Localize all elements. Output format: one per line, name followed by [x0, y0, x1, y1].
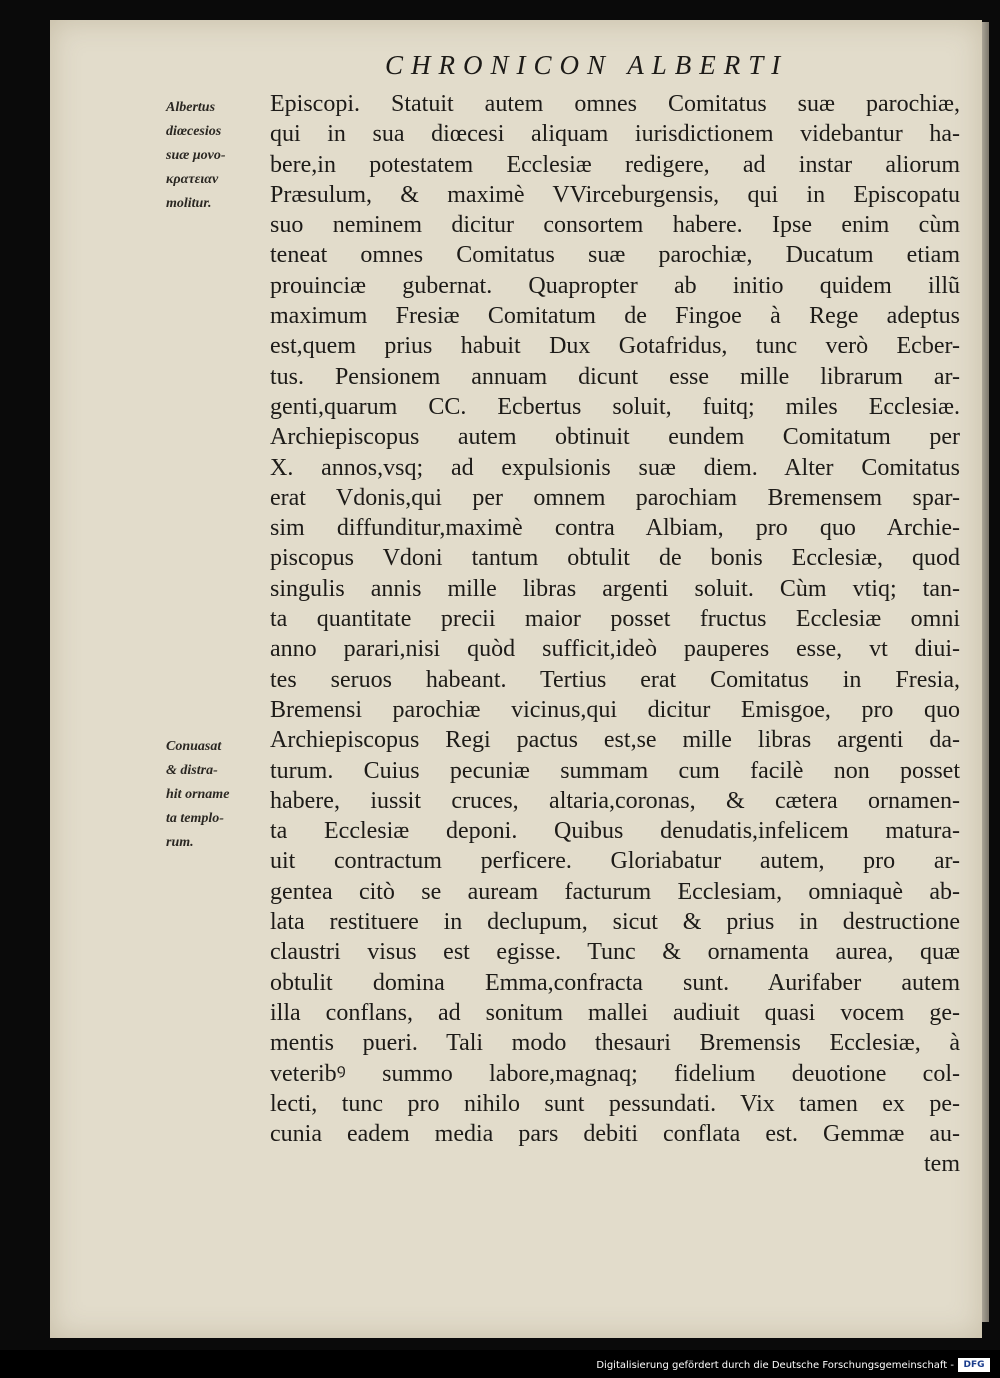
- text-line: obtulit domina Emma,confracta sunt. Aurifaber autem: [270, 969, 960, 996]
- text-line: erat Vdonis,qui per omnem parochiam Bremensem spar-: [270, 484, 960, 511]
- margin-note-line: rum.: [166, 835, 194, 850]
- text-line: est,quem prius habuit Dux Gotafridus, tunc verò Ecber-: [270, 333, 960, 360]
- margin-note-line: Conuasat: [166, 739, 222, 754]
- dfg-logo: DFG: [958, 1358, 990, 1372]
- text-line: Bremensi parochiæ vicinus,qui dicitur Emisgoe, pro quo: [270, 696, 960, 723]
- text-line: X. annos,vsq; ad expulsionis suæ diem. Alter Comitatus: [270, 454, 960, 481]
- margin-note-1: [166, 96, 278, 216]
- running-title: CHRONICON ALBERTI: [385, 50, 789, 80]
- text-line: teneat omnes Comitatus suæ parochiæ, Ducatum etiam: [270, 242, 960, 269]
- text-line: Archiepiscopus autem obtinuit eundem Comitatum per: [270, 424, 960, 451]
- text-line: turum. Cuius pecuniæ summam cum facilè non posset: [270, 757, 960, 784]
- text-line: sim diffunditur,maximè contra Albiam, pro quo Archie-: [270, 515, 960, 542]
- margin-note-line: Albertus: [166, 100, 216, 115]
- text-line: Archiepiscopus Regi pactus est,se mille libras argenti da-: [270, 727, 960, 754]
- text-line: bere,in potestatem Ecclesiæ redigere, ad instar aliorum: [270, 151, 960, 178]
- dfg-credit: Digitalisierung gefördert durch die Deutsche Forschungsgemeinschaft -: [596, 1360, 954, 1371]
- text-line: suo neminem dicitur consortem habere. Ipse enim cùm: [270, 212, 960, 239]
- text-line: tus. Pensionem annuam dicunt esse mille librarum ar-: [270, 363, 960, 390]
- text-line: qui in sua diœcesi aliquam iurisdictionem videbantur ha-: [270, 121, 960, 148]
- text-line: claustri visus est egisse. Tunc & ornamenta aurea, quæ: [270, 939, 960, 966]
- text-line: lata restituere in declupum, sicut & prius in destructione: [270, 909, 960, 936]
- text-line: maximum Fresiæ Comitatum de Fingoe à Rege adeptus: [270, 303, 960, 330]
- text-line: mentis pueri. Tali modo thesauri Bremensis Ecclesiæ, à: [270, 1030, 960, 1057]
- margin-note-line: ta templo-: [166, 811, 224, 826]
- text-line: veteribꝰ summo labore,magnaq; fidelium deuotione col-: [270, 1060, 960, 1087]
- text-line: Episcopi. Statuit autem omnes Comitatus suæ parochiæ,: [270, 91, 960, 117]
- text-line: ta quantitate precii maior posset fructus Ecclesiæ omni: [270, 606, 960, 633]
- text-line: tes seruos habeant. Tertius erat Comitatus in Fresia,: [270, 666, 960, 693]
- text-line: illa conflans, ad sonitum mallei audiuit quasi vocem ge-: [270, 999, 960, 1026]
- text-line: lecti, tunc pro nihilo sunt pessundati. Vix tamen ex pe-: [270, 1090, 960, 1117]
- text-line: genti,quarum CC. Ecbertus soluit, fuitq; miles Ecclesiæ.: [270, 393, 960, 420]
- text-line: gentea citò se auream facturum Ecclesiam, omniaquè ab-: [270, 878, 960, 905]
- text-line: uit contractum perficere. Gloriabatur autem, pro ar-: [270, 848, 960, 875]
- margin-note-line: κρατειαν: [166, 172, 219, 187]
- text-line: ta Ecclesiæ deponi. Quibus denudatis,infelicem matura-: [270, 818, 960, 845]
- margin-note-line: suæ μονο-: [166, 148, 226, 163]
- text-line: Præsulum, & maximè VVirceburgensis, qui in Episcopatu: [270, 181, 960, 208]
- text-line: habere, iussit cruces, altaria,coronas, & cætera ornamen-: [270, 787, 960, 814]
- margin-note-line: & distra-: [166, 763, 218, 778]
- text-line: cunia eadem media pars debiti conflata est. Gemmæ au-: [270, 1121, 960, 1148]
- margin-note-line: diœcesios: [166, 124, 222, 139]
- body-text: [270, 89, 960, 1180]
- text-line: tem: [924, 1151, 960, 1178]
- margin-note-2: [166, 735, 278, 855]
- text-line: piscopus Vdoni tantum obtulit de bonis Ecclesiæ, quod: [270, 545, 960, 572]
- margin-note-line: molitur.: [166, 196, 212, 211]
- margin-note-line: hit orname: [166, 787, 230, 802]
- text-line: anno parari,nisi quòd sufficit,ideò pauperes esse, vt diui-: [270, 636, 960, 663]
- text-line: prouinciæ gubernat. Quapropter ab initio quidem illũ: [270, 272, 960, 299]
- text-line: singulis annis mille libras argenti soluit. Cùm vtiq; tan-: [270, 575, 960, 602]
